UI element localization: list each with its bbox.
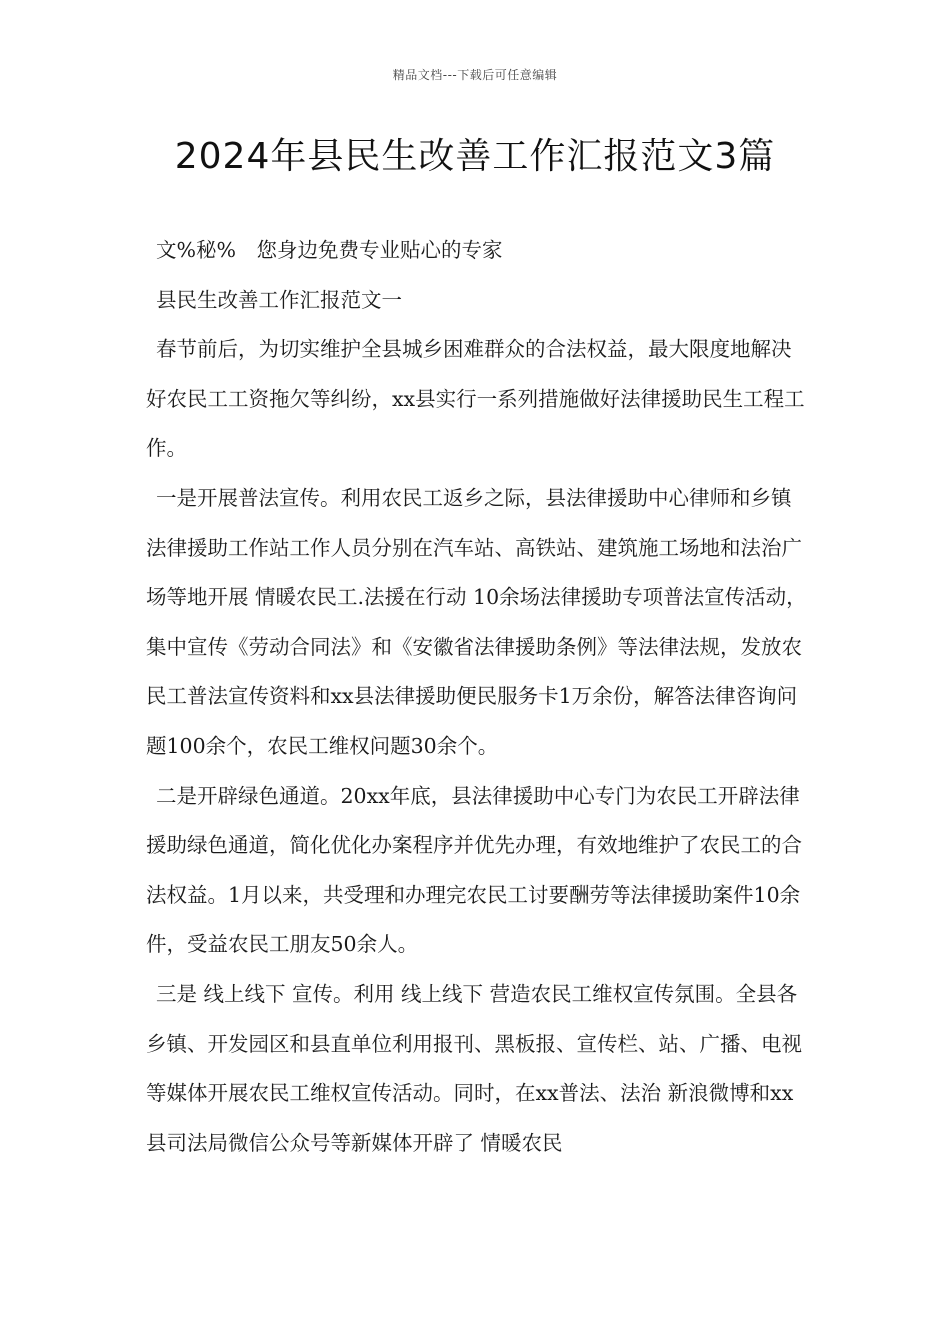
header-note: 精品文档---下载后可任意编辑 (392, 68, 558, 82)
paragraph-intro: 春节前后，为切实维护全县城乡困难群众的合法权益，最大限度地解决好农民工工资拖欠等纠纷，xx县实行一系列措施做好法律援助民生工程工作。 (146, 337, 805, 461)
paragraph-point-one: 一是开展普法宣传。利用农民工返乡之际，县法律援助中心律师和乡镇法律援助工作站工作人员分别在汽车站、高铁站、建筑施工场地和法治广场等地开展 情暖农民工.法援在行动 10余场法律援助专项普法宣传活动，集中宣传《劳动合同法》和《安徽省法律援助条例》等法律法规，发放农民工普法宣传资料和xx县法律援助便民服务卡1万余份，解答法律咨询问题100余个，农民工维权问题30余个。 (146, 485, 807, 758)
document-title: 2024年县民生改善工作汇报范文3篇 (174, 136, 776, 177)
section-heading: 县民生改善工作汇报范文一 (156, 287, 402, 312)
document-body (146, 226, 810, 1168)
slogan-line: 文%秘% 您身边免费专业贴心的专家 (156, 238, 503, 262)
paragraph-point-two: 二是开辟绿色通道。20xx年底，县法律援助中心专门为农民工开辟法律援助绿色通道，简化优化办案程序并优先办理，有效地维护了农民工的合法权益。1月以来，共受理和办理完农民工讨要酬劳等法律援助案件10余件，受益农民工朋友50余人。 (146, 783, 802, 957)
paragraph-point-three: 三是 线上线下 宣传。利用 线上线下 营造农民工维权宣传氛围。全县各乡镇、开发园区和县直单位利用报刊、黑板报、宣传栏、站、广播、电视等媒体开展农民工维权宣传活动。同时，在xx普法、法治 新浪微博和xx县司法局微信公众号等新媒体开辟了 情暖农民 (146, 981, 802, 1155)
